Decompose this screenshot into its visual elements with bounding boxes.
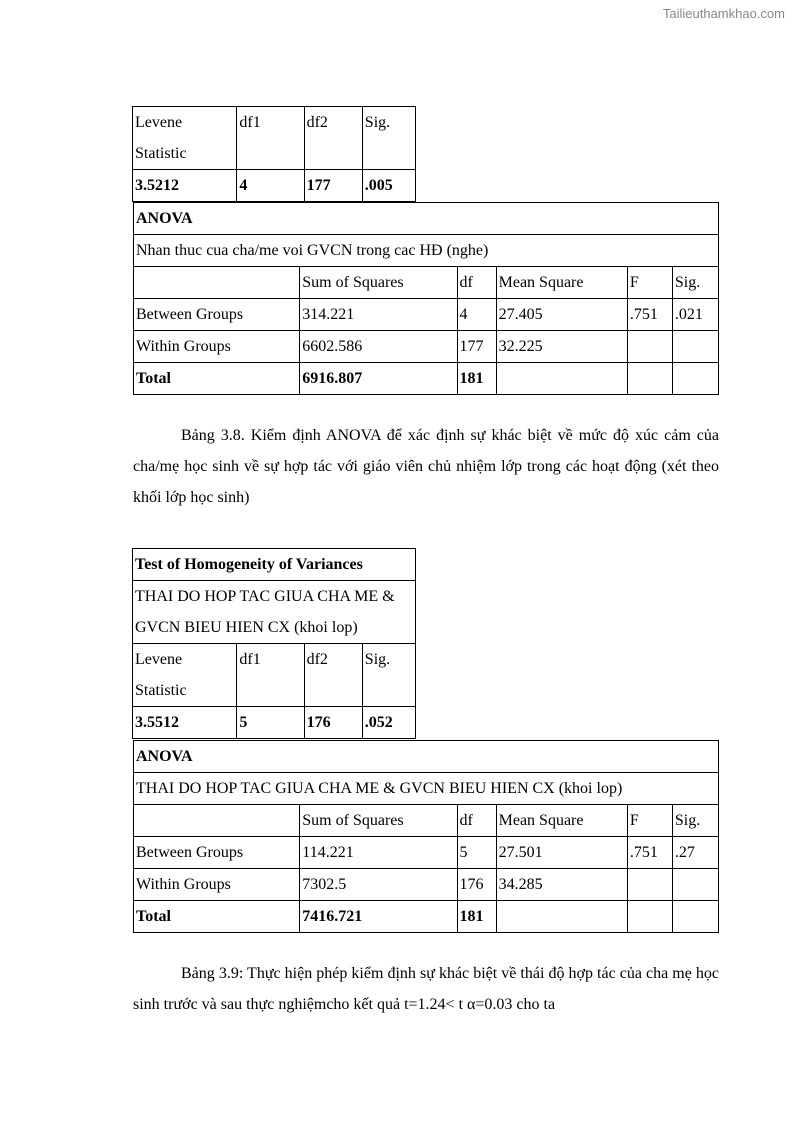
df1-value: 4 <box>237 170 304 202</box>
anova-subtitle: THAI DO HOP TAC GIUA CHA ME & GVCN BIEU HIEN CX (khoi lop) <box>134 773 719 805</box>
cell: 7302.5 <box>300 869 457 901</box>
cell: 7416.721 <box>300 901 457 933</box>
cell: 176 <box>457 869 496 901</box>
df1-value: 5 <box>237 707 304 739</box>
cell: 181 <box>457 901 496 933</box>
cell: 6916.807 <box>300 363 457 395</box>
row-label: Within Groups <box>134 869 300 901</box>
cell: 114.221 <box>300 837 457 869</box>
df2-value: 177 <box>304 170 362 202</box>
cell <box>672 363 718 395</box>
cell: 27.501 <box>496 837 627 869</box>
cell: 4 <box>457 299 496 331</box>
row-label: Between Groups <box>134 837 300 869</box>
col-df: df <box>457 267 496 299</box>
cell <box>496 363 627 395</box>
cell: .751 <box>627 299 672 331</box>
cell: .021 <box>672 299 718 331</box>
table-row <box>134 363 719 395</box>
homogeneity-table-2 <box>132 548 416 739</box>
levene-value: 3.5512 <box>133 707 237 739</box>
col-sig: Sig. <box>672 805 718 837</box>
col-sig: Sig. <box>672 267 718 299</box>
cell: 5 <box>457 837 496 869</box>
col-df: df <box>457 805 496 837</box>
df2-value: 176 <box>304 707 362 739</box>
paragraph-table-3-9: Bảng 3.9: Thực hiện phép kiểm định sự khác biệt về thái độ hợp tác của cha mẹ học sinh trước và sau thực nghiệmcho kết quả t=1.24< t α=0.03 cho ta <box>133 965 719 1013</box>
row-label: Total <box>134 363 300 395</box>
cell <box>672 901 718 933</box>
table-row <box>134 331 719 363</box>
row-label: Total <box>134 901 300 933</box>
homogeneity-title: Test of Homogeneity of Variances <box>133 549 416 581</box>
col-sum-of-squares: Sum of Squares <box>300 805 457 837</box>
cell: .27 <box>672 837 718 869</box>
levene-header: Levene Statistic <box>133 644 237 707</box>
df1-header: df1 <box>237 107 304 170</box>
sig-value: .005 <box>362 170 415 202</box>
table-row <box>134 901 719 933</box>
df2-header: df2 <box>304 644 362 707</box>
anova-subtitle: Nhan thuc cua cha/me voi GVCN trong cac HĐ (nghe) <box>134 235 719 267</box>
sig-header: Sig. <box>362 107 415 170</box>
col-mean-square: Mean Square <box>496 805 627 837</box>
anova-table-1 <box>133 202 719 395</box>
col-f: F <box>627 805 672 837</box>
cell <box>496 901 627 933</box>
sig-header: Sig. <box>362 644 415 707</box>
anova-title: ANOVA <box>134 203 719 235</box>
anova-header-row <box>134 805 719 837</box>
table-row <box>134 869 719 901</box>
table-row <box>134 299 719 331</box>
cell <box>627 331 672 363</box>
col-blank <box>134 805 300 837</box>
cell: 6602.586 <box>300 331 457 363</box>
row-label: Within Groups <box>134 331 300 363</box>
levene-value: 3.5212 <box>133 170 237 202</box>
df1-header: df1 <box>237 644 304 707</box>
col-f: F <box>627 267 672 299</box>
paragraph-table-3-8: Bảng 3.8. Kiểm định ANOVA để xác định sự khác biệt về mức độ xúc cảm của cha/mẹ học sinh về sự hợp tác với giáo viên chủ nhiệm lớp trong các hoạt động (xét theo khối lớp học sinh) <box>133 427 719 506</box>
row-label: Between Groups <box>134 299 300 331</box>
df2-header: df2 <box>304 107 362 170</box>
homogeneity-subtitle: THAI DO HOP TAC GIUA CHA ME & GVCN BIEU HIEN CX (khoi lop) <box>133 581 416 644</box>
cell: 34.285 <box>496 869 627 901</box>
cell <box>672 331 718 363</box>
cell: .751 <box>627 837 672 869</box>
watermark: Tailieuthamkhao.com <box>662 6 785 21</box>
cell <box>672 869 718 901</box>
anova-title: ANOVA <box>134 741 719 773</box>
cell <box>627 363 672 395</box>
cell: 27.405 <box>496 299 627 331</box>
cell <box>627 901 672 933</box>
cell: 177 <box>457 331 496 363</box>
anova-table-2 <box>133 740 719 933</box>
sig-value: .052 <box>362 707 415 739</box>
col-blank <box>134 267 300 299</box>
cell <box>627 869 672 901</box>
levene-table-1 <box>132 106 416 202</box>
col-sum-of-squares: Sum of Squares <box>300 267 457 299</box>
cell: 314.221 <box>300 299 457 331</box>
levene-header: Levene Statistic <box>133 107 237 170</box>
anova-header-row <box>134 267 719 299</box>
col-mean-square: Mean Square <box>496 267 627 299</box>
cell: 181 <box>457 363 496 395</box>
table-row <box>134 837 719 869</box>
cell: 32.225 <box>496 331 627 363</box>
